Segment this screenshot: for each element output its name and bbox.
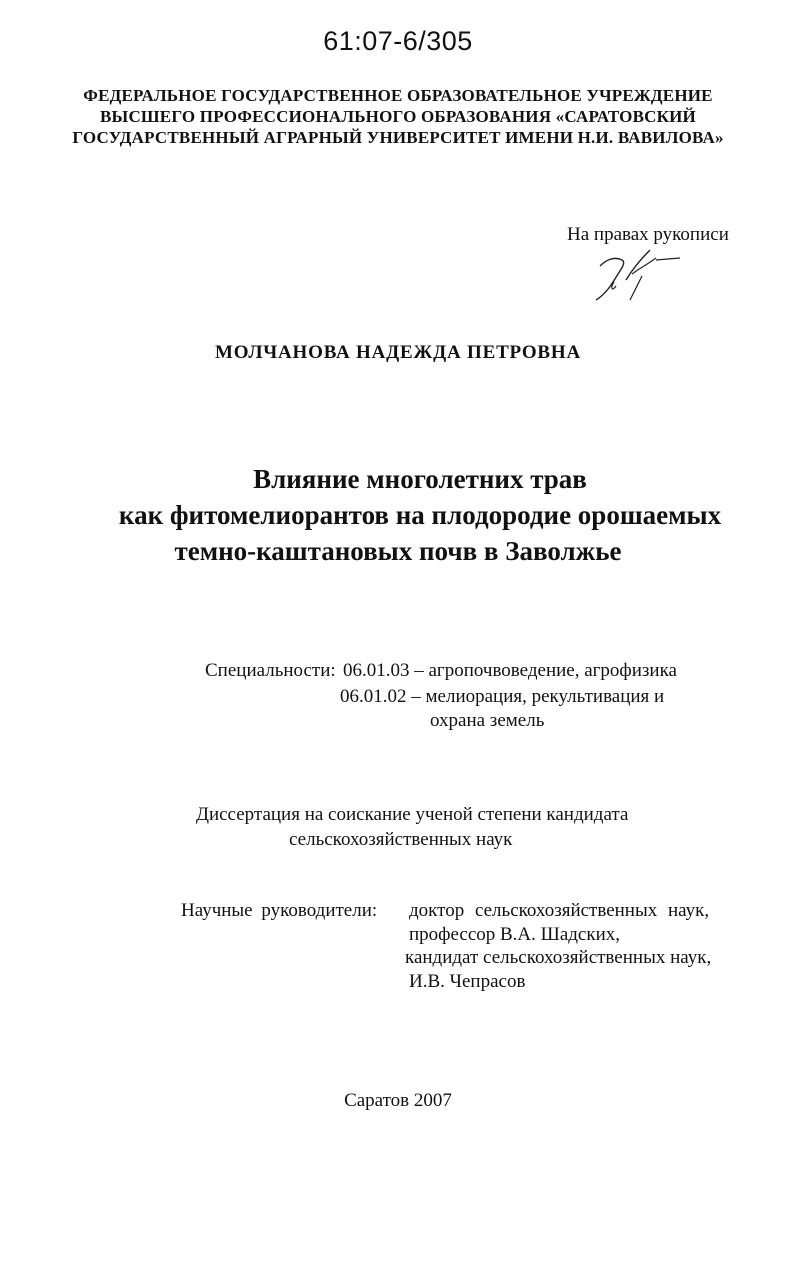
institution-line-3: ГОСУДАРСТВЕННЫЙ АГРАРНЫЙ УНИВЕРСИТЕТ ИМЕНИ Н.И. ВАВИЛОВА»: [72, 128, 724, 147]
title-line-1: Влияние многолетних трав: [253, 464, 587, 494]
author-name: МОЛЧАНОВА НАДЕЖДА ПЕТРОВНА: [214, 342, 582, 363]
dissertation-line-1: Диссертация на соискание ученой степени кандидата: [196, 804, 629, 825]
specialty-line-2: 06.01.02 – мелиорация, рекультивация и: [340, 686, 665, 707]
supervisor-line-1: доктор сельскохозяйственных наук,: [409, 900, 710, 921]
title-line-3: темно-каштановых почв в Заволжье: [174, 536, 622, 566]
handwritten-signature: [592, 246, 682, 304]
catalog-code: 61:07-6/305: [323, 26, 473, 56]
specialties-label: Специальности:: [205, 660, 336, 681]
supervisor-line-3: кандидат сельскохозяйственных наук,: [405, 947, 712, 968]
title-line-2: как фитомелиорантов на плодородие орошаемых: [118, 500, 722, 530]
dissertation-line-2: сельскохозяйственных наук: [289, 829, 513, 850]
supervisors-label: Научные руководители:: [181, 900, 378, 921]
institution-line-1: ФЕДЕРАЛЬНОЕ ГОСУДАРСТВЕННОЕ ОБРАЗОВАТЕЛЬНОЕ УЧРЕЖДЕНИЕ: [83, 86, 713, 105]
specialty-line-1: 06.01.03 – агропочвоведение, агрофизика: [343, 660, 677, 681]
specialty-line-3: охрана земель: [430, 710, 545, 731]
place-and-year: Саратов 2007: [344, 1090, 452, 1111]
supervisor-line-2: профессор В.А. Шадских,: [409, 924, 620, 945]
manuscript-rights-note: На правах рукописи: [567, 224, 729, 245]
supervisor-line-4: И.В. Чепрасов: [409, 971, 526, 992]
institution-line-2: ВЫСШЕГО ПРОФЕССИОНАЛЬНОГО ОБРАЗОВАНИЯ «САРАТОВСКИЙ: [100, 107, 696, 126]
